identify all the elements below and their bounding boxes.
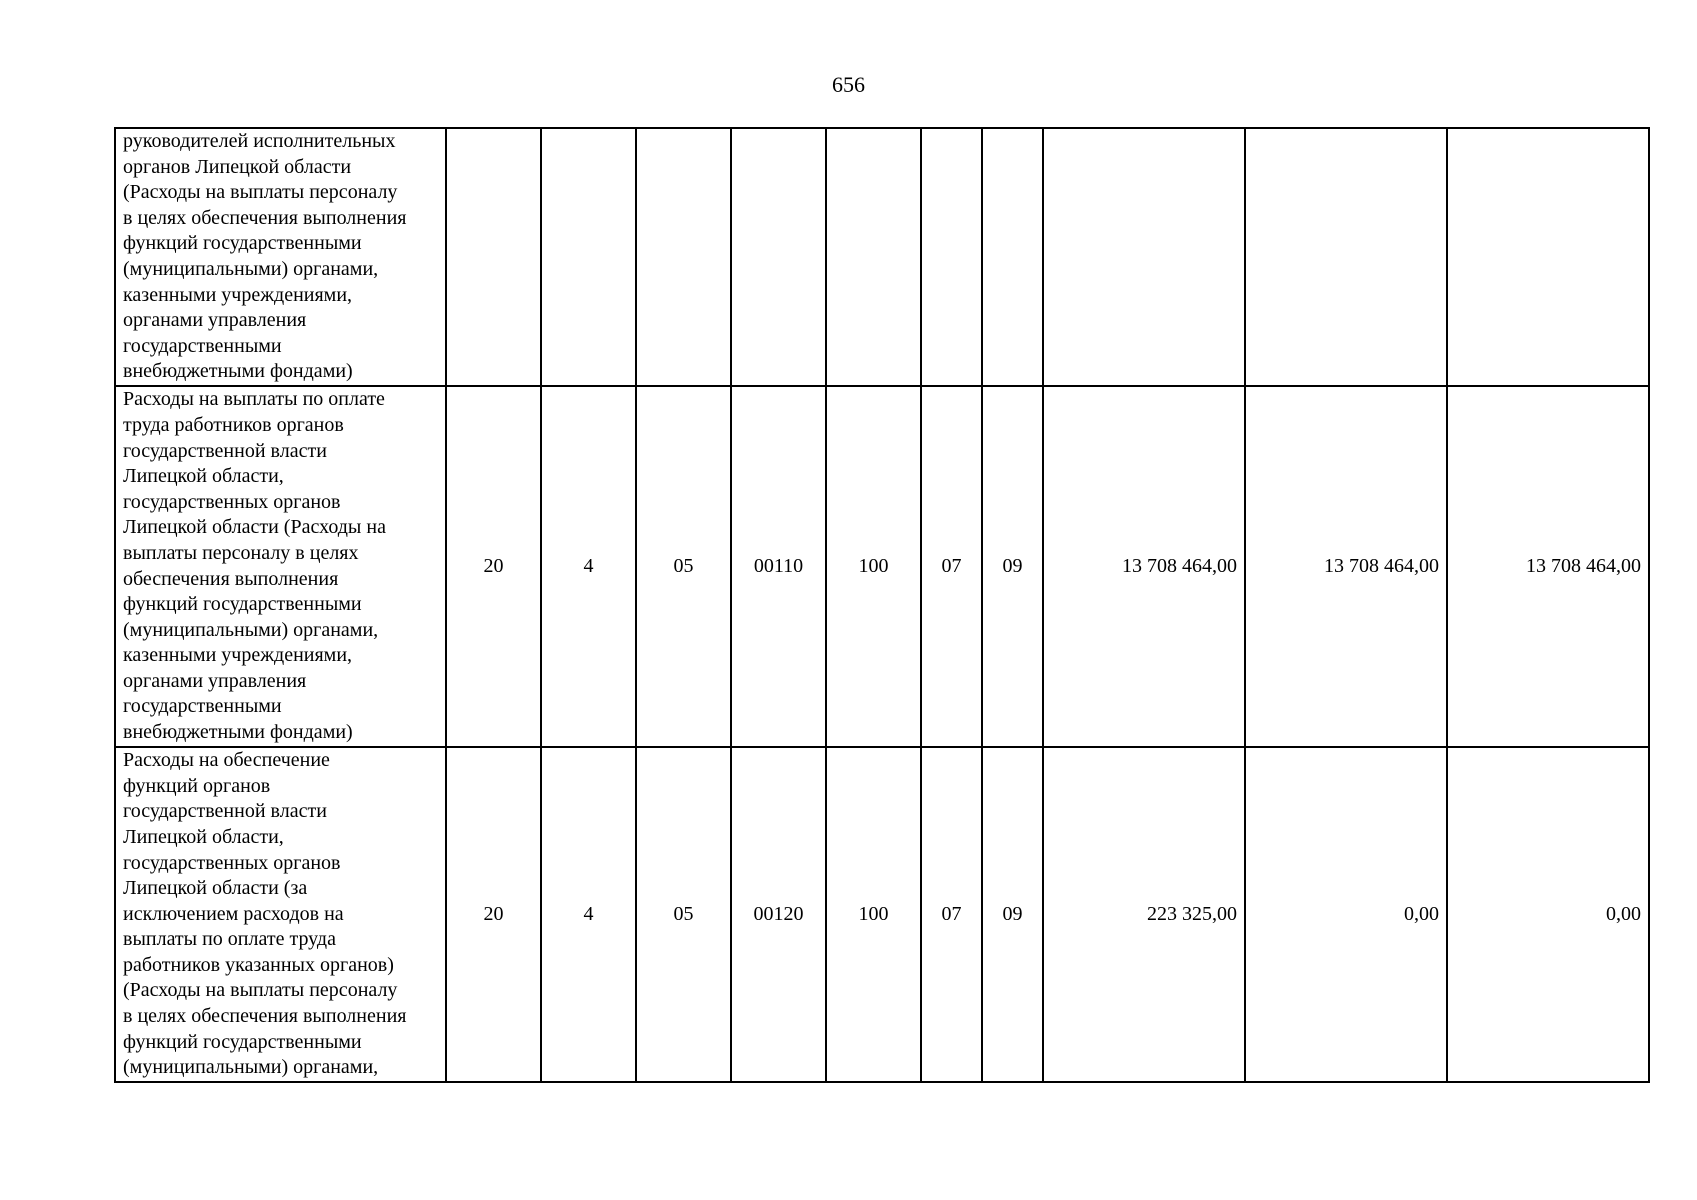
code-cell: 100 <box>826 747 921 1082</box>
table-row <box>115 128 1649 386</box>
code-cell: 00110 <box>731 386 826 747</box>
code-cell: 00120 <box>731 747 826 1082</box>
amount-cell: 223 325,00 <box>1043 747 1245 1082</box>
code-cell: 100 <box>826 386 921 747</box>
budget-table <box>114 127 1650 1083</box>
row-description: Расходы на выплаты по оплате труда работников органов государственной власти Липецкой области, государственных органов Липецкой области (Расходы на выплаты персоналу в целях обеспечения выполнения функций государственными (муниципальными) органами, казенными учреждениями, органами управления государственными внебюджетными фондами) <box>115 386 446 747</box>
page-number: 656 <box>832 72 865 97</box>
code-cell <box>826 128 921 386</box>
code-cell: 09 <box>982 386 1043 747</box>
code-cell: 07 <box>921 386 982 747</box>
code-cell <box>636 128 731 386</box>
code-cell <box>446 128 541 386</box>
code-cell: 05 <box>636 747 731 1082</box>
code-cell <box>982 128 1043 386</box>
amount-cell <box>1043 128 1245 386</box>
amount-cell: 13 708 464,00 <box>1043 386 1245 747</box>
amount-cell <box>1447 128 1649 386</box>
code-cell: 4 <box>541 747 636 1082</box>
code-cell <box>921 128 982 386</box>
code-cell: 20 <box>446 747 541 1082</box>
amount-cell: 13 708 464,00 <box>1245 386 1447 747</box>
code-cell: 09 <box>982 747 1043 1082</box>
row-description: руководителей исполнительных органов Липецкой области (Расходы на выплаты персоналу в целях обеспечения выполнения функций государственными (муниципальными) органами, казенными учреждениями, органами управления государственными внебюджетными фондами) <box>115 128 446 386</box>
amount-cell: 0,00 <box>1245 747 1447 1082</box>
code-cell <box>731 128 826 386</box>
code-cell <box>541 128 636 386</box>
table-row <box>115 747 1649 1082</box>
row-description: Расходы на обеспечение функций органов государственной власти Липецкой области, государственных органов Липецкой области (за исключением расходов на выплаты по оплате труда работников указанных органов) (Расходы на выплаты персоналу в целях обеспечения выполнения функций государственными (муниципальными) органами, <box>115 747 446 1082</box>
table-row <box>115 386 1649 747</box>
amount-cell <box>1245 128 1447 386</box>
amount-cell: 13 708 464,00 <box>1447 386 1649 747</box>
code-cell: 05 <box>636 386 731 747</box>
amount-cell: 0,00 <box>1447 747 1649 1082</box>
code-cell: 4 <box>541 386 636 747</box>
code-cell: 07 <box>921 747 982 1082</box>
code-cell: 20 <box>446 386 541 747</box>
